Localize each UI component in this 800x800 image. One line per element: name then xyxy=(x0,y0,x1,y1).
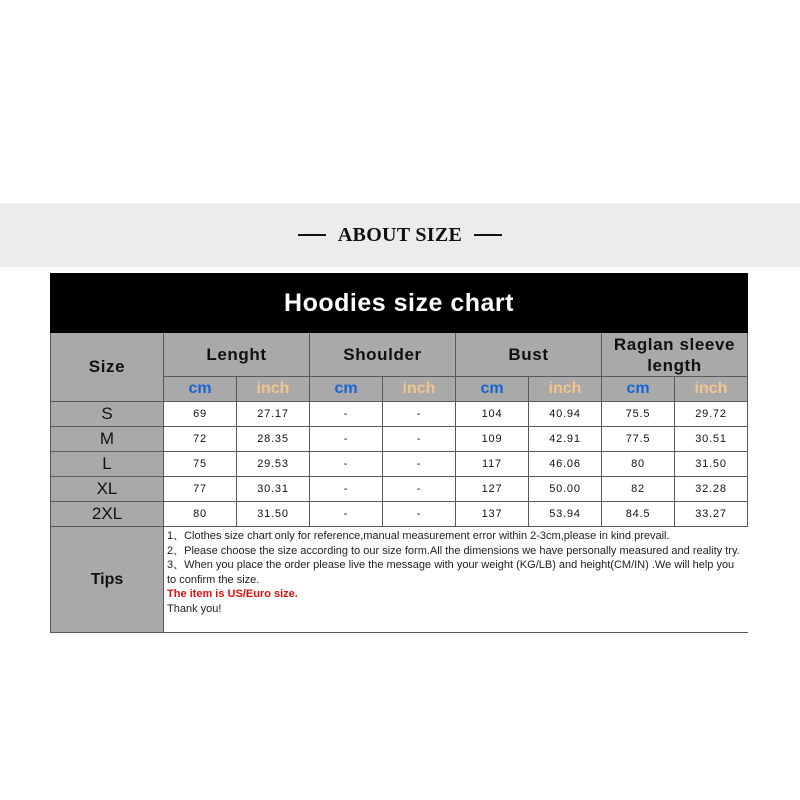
value-cell: - xyxy=(383,502,456,527)
value-cell: 77 xyxy=(164,477,237,502)
length-header: Lenght xyxy=(164,333,310,377)
value-cell: 31.50 xyxy=(237,502,310,527)
sleeve-header-line2: length xyxy=(647,355,702,375)
value-cell: - xyxy=(310,402,383,427)
tip-thanks: Thank you! xyxy=(167,602,222,615)
size-cell: XL xyxy=(51,477,164,502)
table-row xyxy=(51,427,748,452)
value-cell: 32.28 xyxy=(675,477,748,502)
banner-title: ABOUT SIZE xyxy=(337,223,463,246)
tips-text xyxy=(164,527,748,633)
size-cell: 2XL xyxy=(51,502,164,527)
size-cell: L xyxy=(51,452,164,477)
right-dash xyxy=(474,234,502,236)
value-cell: 29.72 xyxy=(675,402,748,427)
value-cell: 104 xyxy=(456,402,529,427)
unit-cm: cm xyxy=(310,377,383,402)
value-cell: 50.00 xyxy=(529,477,602,502)
value-cell: 75 xyxy=(164,452,237,477)
value-cell: 42.91 xyxy=(529,427,602,452)
value-cell: 33.27 xyxy=(675,502,748,527)
tip-line-2: 2、Please choose the size according to our size form.All the dimensions we have personally measured and reality try. xyxy=(167,544,740,557)
table-row xyxy=(51,452,748,477)
value-cell: - xyxy=(383,402,456,427)
value-cell: 82 xyxy=(602,477,675,502)
value-cell: 30.51 xyxy=(675,427,748,452)
about-size-banner xyxy=(0,203,800,267)
size-chart-table xyxy=(50,273,748,633)
value-cell: - xyxy=(383,477,456,502)
tip-line-3: 3、When you place the order please live the message with your weight (KG/LB) and height(CM/IN) .We will help you to confirm the size. xyxy=(167,559,735,586)
value-cell: 46.06 xyxy=(529,452,602,477)
value-cell: - xyxy=(383,452,456,477)
value-cell: - xyxy=(310,427,383,452)
value-cell: 28.35 xyxy=(237,427,310,452)
chart-title: Hoodies size chart xyxy=(51,274,748,333)
bust-header: Bust xyxy=(456,333,602,377)
unit-inch: inch xyxy=(675,377,748,402)
unit-cm: cm xyxy=(602,377,675,402)
tip-size-note: The item is US/Euro size. xyxy=(167,588,298,600)
unit-cm: cm xyxy=(164,377,237,402)
shoulder-header: Shoulder xyxy=(310,333,456,377)
value-cell: 30.31 xyxy=(237,477,310,502)
value-cell: 137 xyxy=(456,502,529,527)
value-cell: 75.5 xyxy=(602,402,675,427)
size-cell: S xyxy=(51,402,164,427)
value-cell: 80 xyxy=(164,502,237,527)
sleeve-header xyxy=(602,333,748,377)
tip-line-1: 1、Clothes size chart only for reference,manual measurement error within 2-3cm,please in kind prevail. xyxy=(167,530,670,542)
unit-inch: inch xyxy=(383,377,456,402)
value-cell: 53.94 xyxy=(529,502,602,527)
value-cell: 84.5 xyxy=(602,502,675,527)
table-row xyxy=(51,402,748,427)
value-cell: - xyxy=(383,427,456,452)
table-row xyxy=(51,477,748,502)
size-header: Size xyxy=(51,333,164,402)
value-cell: 80 xyxy=(602,452,675,477)
value-cell: 77.5 xyxy=(602,427,675,452)
value-cell: 109 xyxy=(456,427,529,452)
value-cell: - xyxy=(310,452,383,477)
value-cell: 31.50 xyxy=(675,452,748,477)
left-dash xyxy=(298,234,326,236)
value-cell: 27.17 xyxy=(237,402,310,427)
table-row xyxy=(51,502,748,527)
value-cell: - xyxy=(310,502,383,527)
unit-inch: inch xyxy=(529,377,602,402)
tips-label: Tips xyxy=(51,527,164,633)
value-cell: 69 xyxy=(164,402,237,427)
sleeve-header-line1: Raglan sleeve xyxy=(613,334,736,354)
unit-cm: cm xyxy=(456,377,529,402)
value-cell: 117 xyxy=(456,452,529,477)
size-cell: M xyxy=(51,427,164,452)
value-cell: 127 xyxy=(456,477,529,502)
value-cell: 29.53 xyxy=(237,452,310,477)
value-cell: 40.94 xyxy=(529,402,602,427)
unit-inch: inch xyxy=(237,377,310,402)
value-cell: - xyxy=(310,477,383,502)
value-cell: 72 xyxy=(164,427,237,452)
